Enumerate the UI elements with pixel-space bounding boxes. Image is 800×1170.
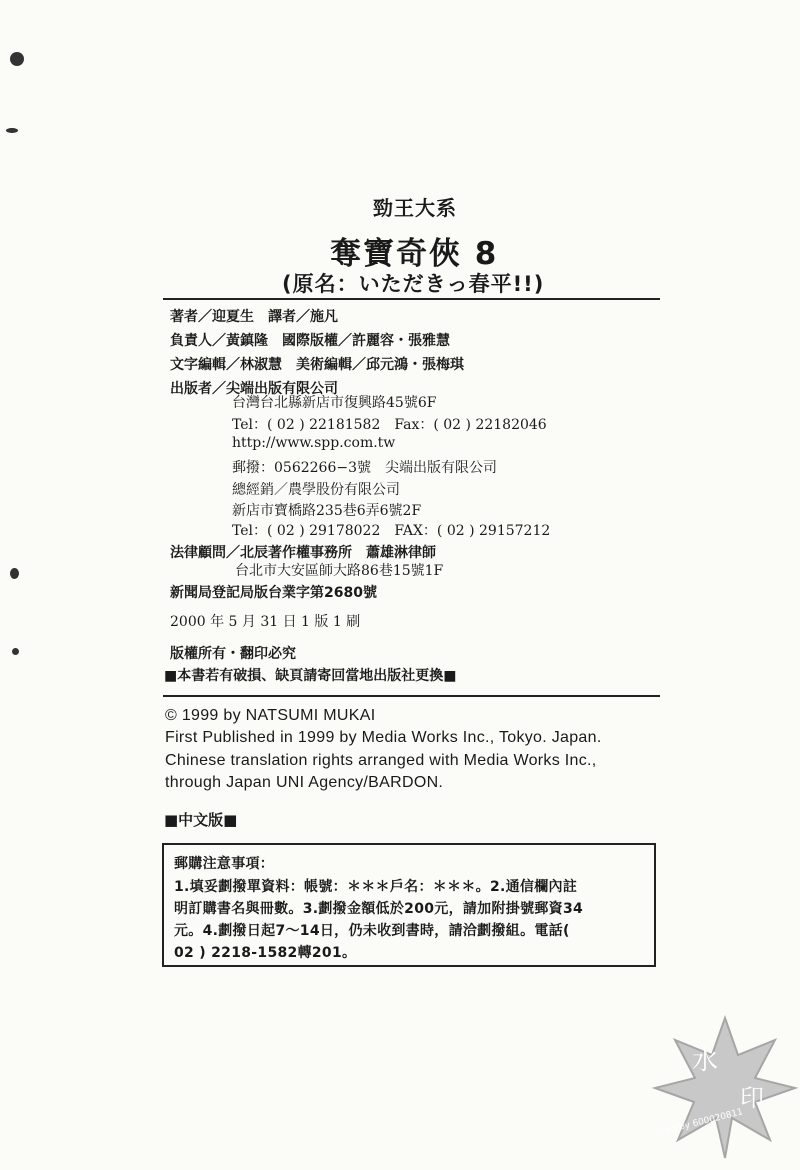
credit-editors: 文字編輯／林淑慧 美術編輯／邱元鴻・張梅琪	[170, 357, 464, 373]
divider-top	[163, 298, 660, 300]
rights-reserved: 版權所有・翻印必究	[170, 646, 296, 662]
margin-smudge	[12, 648, 19, 655]
agency-line: through Japan UNI Agency/BARDON.	[165, 774, 444, 791]
distributor-address: 新店市寶橋路235巷6弄6號2F	[232, 503, 422, 519]
publisher-url: http://www.spp.com.tw	[232, 435, 396, 451]
series-name: 勁王大系	[373, 196, 457, 220]
mail-order-line: 1.填妥劃撥單資料：帳號：＊＊＊戶名：＊＊＊。2.通信欄內註	[174, 879, 578, 895]
margin-smudge	[10, 52, 24, 66]
distributor: 總經銷／農學股份有限公司	[232, 482, 400, 498]
margin-smudge	[10, 568, 19, 579]
mail-order-line: 明訂購書名與冊數。3.劃撥金額低於200元，請加附掛號郵資34	[174, 901, 584, 917]
damage-notice: ■本書若有破損、缺頁請寄回當地出版社更換■	[164, 668, 457, 684]
counsel-address: 台北市大安區師大路86巷15號1F	[235, 563, 444, 579]
copyright-line: © 1999 by NATSUMI MUKAI	[165, 707, 376, 724]
publisher-tel: Tel：( 02 ) 22181582 Fax：( 02 ) 22182046	[232, 417, 547, 433]
mail-order-heading: 郵購注意事項：	[174, 856, 275, 872]
registration-number: 新聞局登記局版台業字第2680號	[170, 585, 377, 601]
mail-order-line: 02 ) 2218-1582轉201。	[174, 945, 357, 961]
credit-authors: 著者／迎夏生 譯者／施凡	[170, 309, 338, 325]
margin-smudge	[6, 128, 18, 133]
watermark-glyph: 印	[740, 1084, 764, 1112]
watermark	[650, 1010, 800, 1160]
watermark-scan-credit: Scan by 600020811	[654, 1107, 745, 1139]
postal-account: 郵撥：0562266−3號 尖端出版有限公司	[232, 460, 497, 476]
credit-publisher: 出版者／尖端出版有限公司	[170, 381, 338, 397]
watermark-glyph: 水	[692, 1046, 719, 1076]
edition-date: 2000 年 5 月 31 日 1 版 1 刷	[170, 614, 361, 630]
chinese-edition-label: ■中文版■	[164, 811, 238, 829]
leaf-watermark-icon	[650, 1010, 800, 1160]
book-title: 奪寶奇俠 8	[330, 236, 499, 272]
mail-order-box	[162, 843, 656, 967]
legal-counsel: 法律顧問／北辰著作權事務所 蕭雄淋律師	[170, 545, 436, 561]
credit-responsible: 負責人／黃鎮隆 國際版權／許麗容・張雅慧	[170, 333, 450, 349]
first-published-line: First Published in 1999 by Media Works Inc., Tokyo. Japan.	[165, 729, 602, 746]
divider-bottom	[163, 695, 660, 697]
translation-rights-line: Chinese translation rights arranged with Media Works Inc.,	[165, 752, 597, 769]
original-title: (原名：いただきっ春平!!)	[282, 272, 545, 296]
publisher-address: 台灣台北縣新店市復興路45號6F	[232, 395, 437, 411]
distributor-tel: Tel：( 02 ) 29178022 FAX：( 02 ) 29157212	[232, 523, 551, 539]
mail-order-line: 元。4.劃撥日起7～14日，仍未收到書時，請洽劃撥組。電話(	[174, 923, 570, 939]
